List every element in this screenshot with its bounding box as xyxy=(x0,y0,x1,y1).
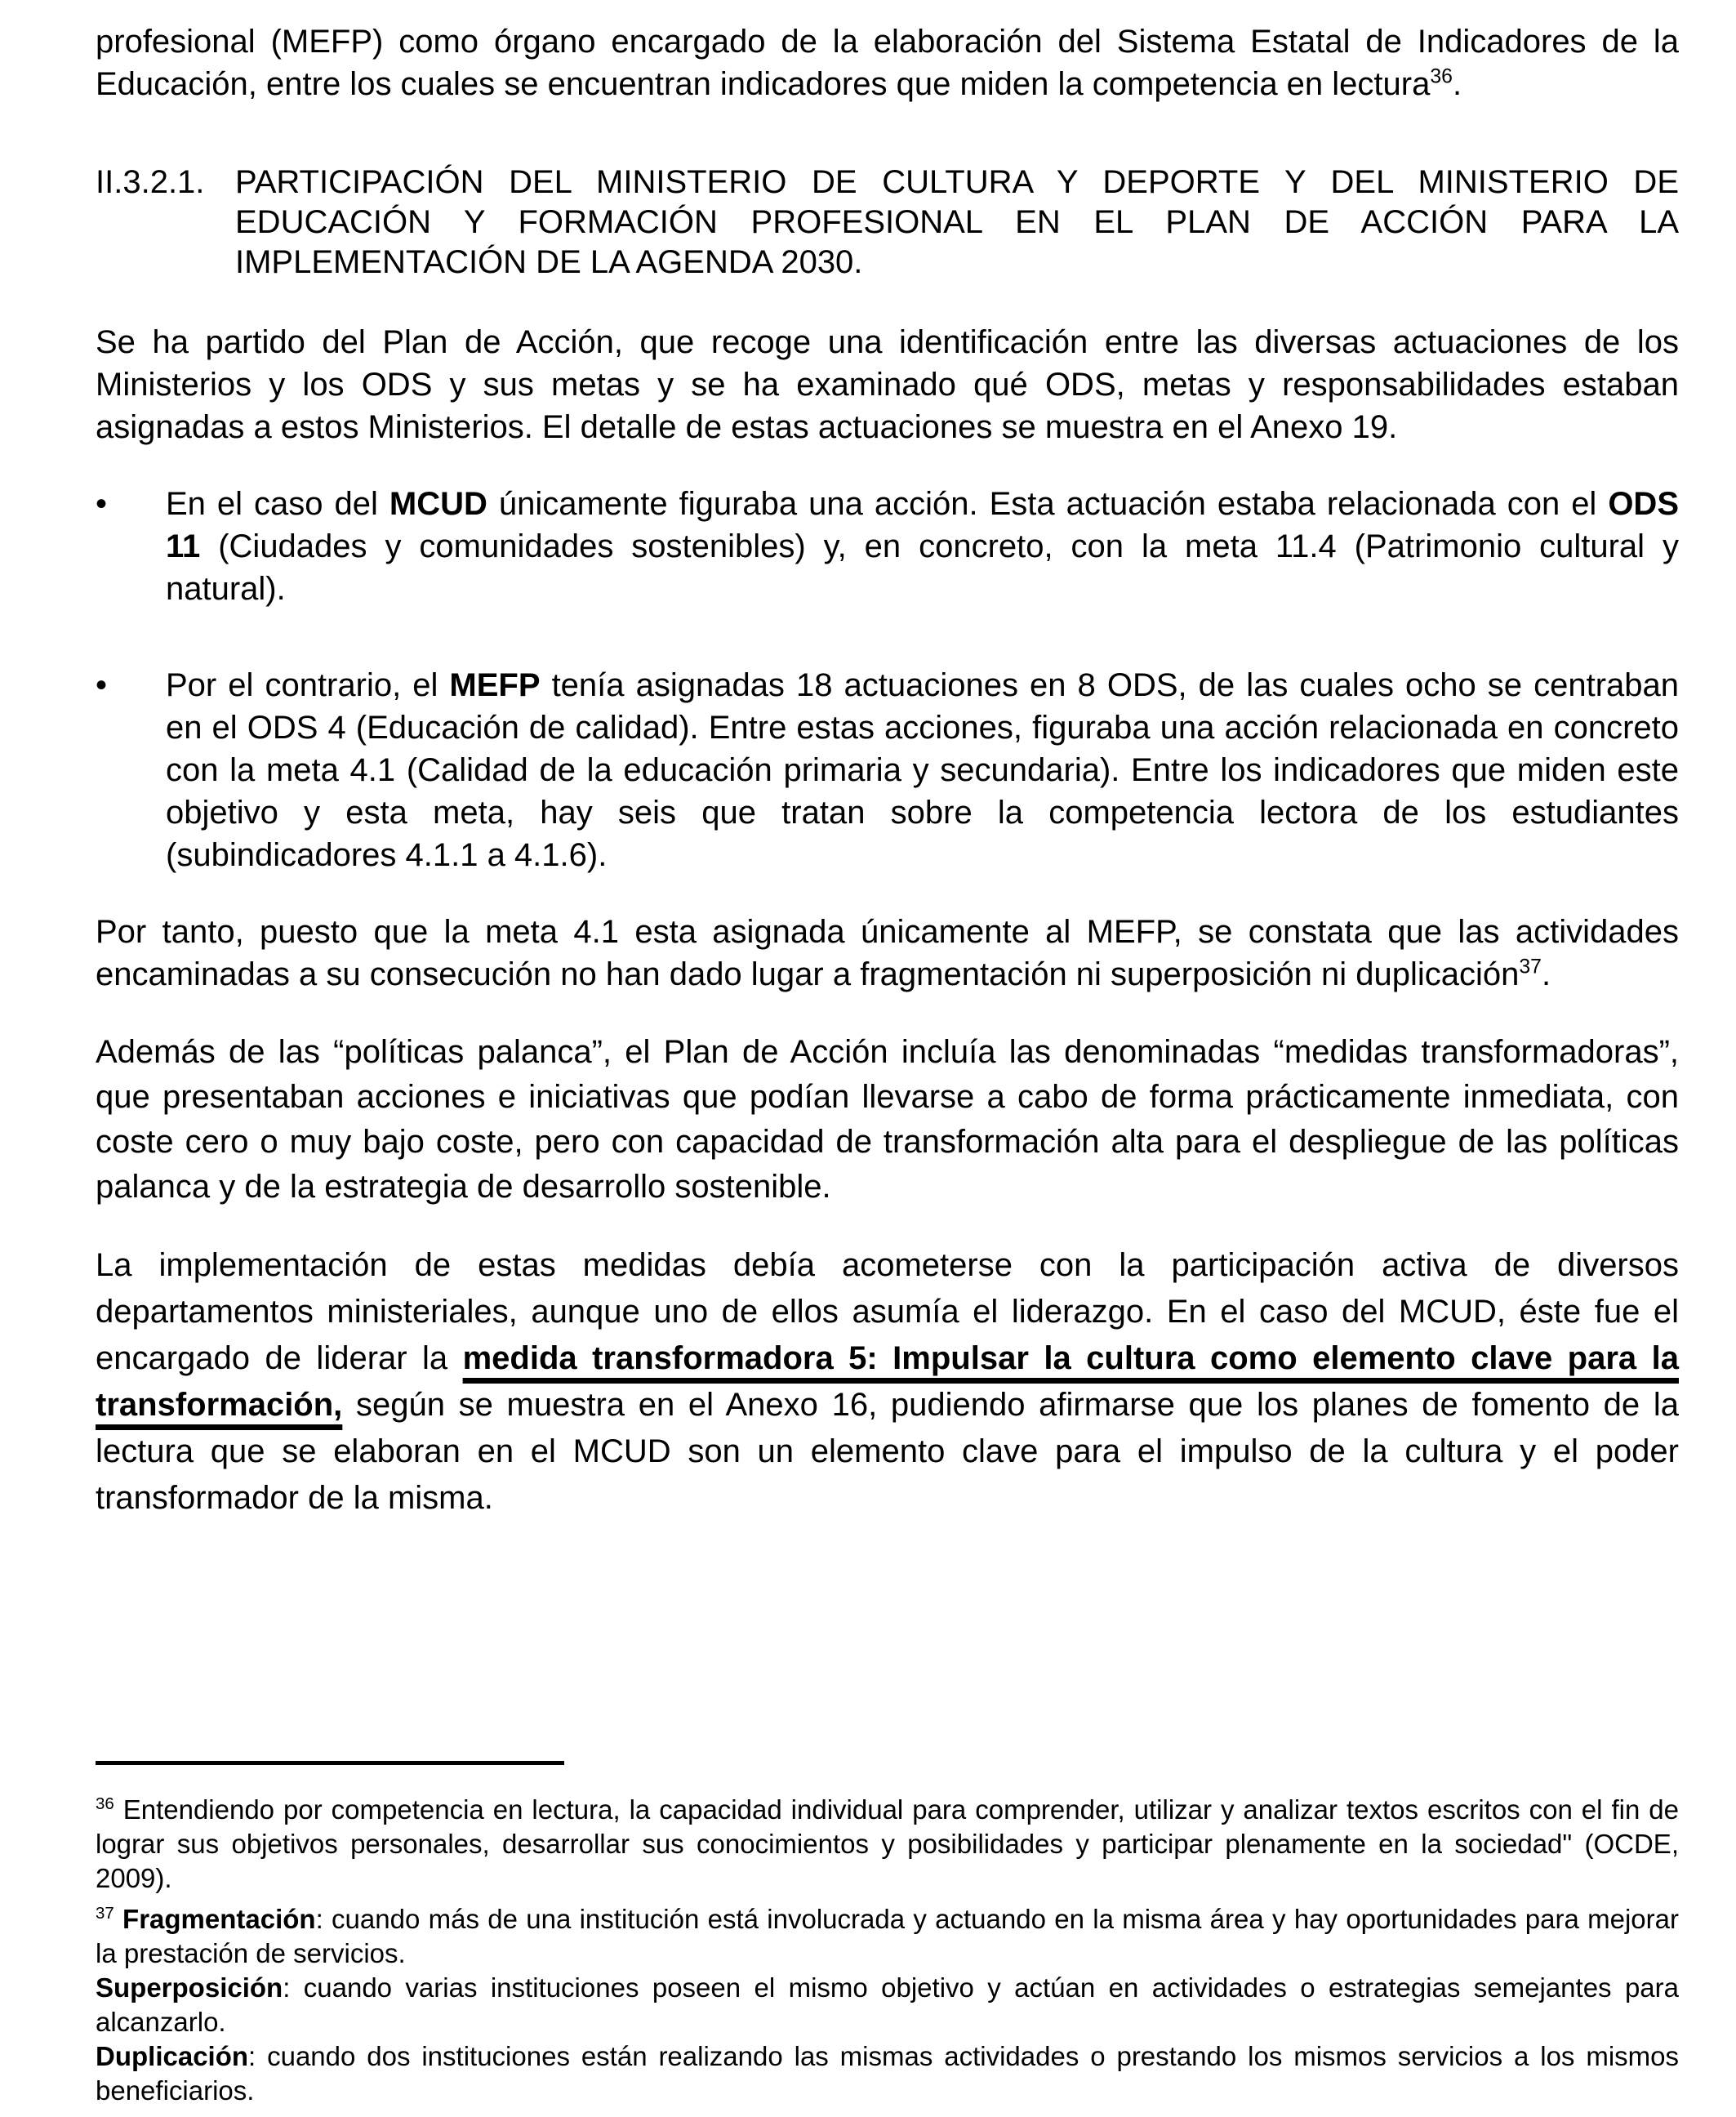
paragraph-meta-4-1: Por tanto, puesto que la meta 4.1 esta asignada únicamente al MEFP, se constata que las actividades encaminadas a su consecución no han dado lugar a fragmentación ni superposición ni duplicación$^{37}$. xyxy=(96,914,1679,992)
bullet-item-mcud xyxy=(96,483,1679,610)
footnote-37: $^{37}$ Fragmentación: cuando más de una institución está involucrada y actuando en la misma área y hay oportunidades para mejorar la prestación de servicios. Superposición: cuando varias instituciones poseen el mismo objetivo y actúan en actividades o estrategias semejantes para alcanzarlo. Duplicación: cuando dos instituciones están realizando las mismas actividades o prestando los mismos servicios a los mismos beneficiarios. xyxy=(96,1904,1679,2106)
bullet-marker-icon: • xyxy=(96,486,108,522)
bullet-item-mcud-text: En el caso del MCUD únicamente figuraba una acción. Esta actuación estaba relacionada con el ODS 11 (Ciudades y comunidades sostenibles) y, en concreto, con la meta 11.4 (Patrimonio cultural y natural). xyxy=(166,486,1679,607)
bullet-item-mefp-text: Por el contrario, el MEFP tenía asignadas 18 actuaciones en 8 ODS, de las cuales ocho se centraban en el ODS 4 (Educación de calidad). Entre estas acciones, figuraba una acción relacionada en concreto con la meta 4.1 (Calidad de la educación primaria y secundaria). Entre los indicadores que miden este objetivo y esta meta, hay seis que tratan sobre la competencia lectora de los estudiantes (subindicadores 4.1.1 a 4.1.6). xyxy=(166,667,1679,873)
paragraph-medidas-transformadoras: Además de las “políticas palanca”, el Plan de Acción incluía las denominadas “medidas transformadoras”, que presentaban acciones e iniciativas que podían llevarse a cabo de forma prácticamente inmediata, con coste cero o muy bajo coste, pero con capacidad de transformación alta para el despliegue de las políticas palanca y de la estrategia de desarrollo sostenible. xyxy=(96,1034,1679,1205)
paragraph-implementacion-medidas: La implementación de estas medidas debía acometerse con la participación activa de diversos departamentos ministeriales, aunque uno de ellos asumía el liderazgo. En el caso del MCUD, éste fue el encargado de liderar la medida transformadora 5: Impulsar la cultura como elemento clave para la transformación, según se muestra en el Anexo 16, pudiendo afirmarse que los planes de fomento de la lectura que se elaboran en el MCUD son un elemento clave para el impulso de la cultura y el poder transformador de la misma. xyxy=(96,1247,1679,1516)
section-heading-text: PARTICIPACIÓN DEL MINISTERIO DE CULTURA Y DEPORTE Y DEL MINISTERIO DE EDUCACIÓN Y FORMACIÓN PROFESIONAL EN EL PLAN DE ACCIÓN PARA LA IMPLEMENTACIÓN DE LA AGENDA 2030. xyxy=(235,164,1679,280)
bullet-marker-icon: • xyxy=(96,667,108,703)
paragraph-intro-mefp: profesional (MEFP) como órgano encargado de la elaboración del Sistema Estatal de Indicadores de la Educación, entre los cuales se encuentran indicadores que miden la competencia en lectura$^{36}$. xyxy=(96,24,1679,102)
text-body xyxy=(96,20,1679,1522)
footnote-separator-rule xyxy=(96,1761,564,1765)
footnotes-section xyxy=(96,1761,1679,2108)
paragraph-plan-de-accion: Se ha partido del Plan de Acción, que recoge una identificación entre las diversas actuaciones de los Ministerios y los ODS y sus metas y se ha examinado qué ODS, metas y responsabilidades estaban asignadas a estos Ministerios. El detalle de estas actuaciones se muestra en el Anexo 19. xyxy=(96,324,1679,445)
section-heading-number: II.3.2.1. xyxy=(96,164,205,200)
footnote-36: $^{36}$ Entendiendo por competencia en lectura, la capacidad individual para comprender, utilizar y analizar textos escritos con el fin de lograr sus objetivos personales, desarrollar sus conocimientos y posibilidades y participar plenamente en la sociedad" (OCDE, 2009). xyxy=(96,1794,1679,1893)
section-heading xyxy=(96,163,1679,283)
bullet-item-mefp xyxy=(96,664,1679,876)
